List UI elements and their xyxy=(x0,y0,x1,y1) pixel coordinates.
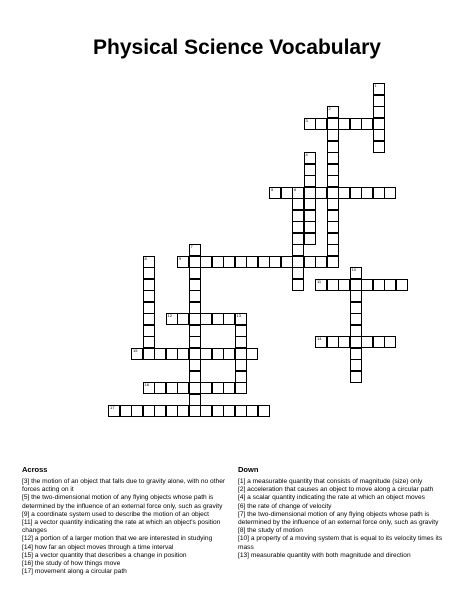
crossword-cell[interactable] xyxy=(361,118,373,130)
crossword-cell[interactable] xyxy=(108,405,120,417)
crossword-cell[interactable] xyxy=(292,233,304,245)
crossword-cell[interactable] xyxy=(166,348,178,360)
down-clues xyxy=(238,465,458,560)
across-clue-5: [5] the two-dimensional motion of any flying objects whose path is determined by the influence of an external force only, such as gravity xyxy=(22,494,223,510)
crossword-cell[interactable] xyxy=(396,279,408,291)
across-clue-9: [9] a coordinate system used to describe the motion of an object xyxy=(22,510,209,518)
crossword-cell[interactable] xyxy=(373,83,385,95)
crossword-cell[interactable] xyxy=(235,256,247,268)
crossword-cell[interactable] xyxy=(223,256,235,268)
crossword-cell[interactable] xyxy=(223,382,235,394)
crossword-cell[interactable] xyxy=(166,382,178,394)
crossword-cell[interactable] xyxy=(361,336,373,348)
across-clue-15: [15] a vector quantity that describes a change in position xyxy=(22,551,187,559)
crossword-cell[interactable] xyxy=(350,279,362,291)
crossword-cell[interactable] xyxy=(373,129,385,141)
across-heading: Across xyxy=(22,465,48,474)
crossword-cell[interactable] xyxy=(350,371,362,383)
clue-number: 15 xyxy=(133,347,138,353)
crossword-cell[interactable] xyxy=(223,405,235,417)
crossword-cell[interactable] xyxy=(292,267,304,279)
crossword-cell[interactable] xyxy=(373,141,385,153)
crossword-cell[interactable] xyxy=(315,187,327,199)
across-clue-17: [17] movement along a circular path xyxy=(22,568,127,576)
down-clue-7: [7] the two-dimensional motion of any flying objects whose path is determined by the influence of an external force only, such as gravity xyxy=(238,510,439,527)
crossword-cell[interactable] xyxy=(327,164,339,176)
crossword-cell[interactable] xyxy=(143,313,155,325)
crossword-cell[interactable] xyxy=(200,313,212,325)
down-clue-2: [2] acceleration that causes an object to move along a circular path xyxy=(238,486,434,494)
crossword-cell[interactable] xyxy=(189,382,201,394)
crossword-cell[interactable] xyxy=(212,348,224,360)
crossword-cell[interactable] xyxy=(338,336,350,348)
clue-number: 3 xyxy=(305,117,308,123)
crossword-cell[interactable] xyxy=(350,290,362,302)
crossword-cell[interactable] xyxy=(235,313,247,325)
crossword-cell[interactable] xyxy=(235,359,247,371)
crossword-cell[interactable] xyxy=(350,302,362,314)
across-clue-16: [16] the study of how things move xyxy=(22,560,121,568)
crossword-cell[interactable] xyxy=(212,256,224,268)
crossword-cell[interactable] xyxy=(327,198,339,210)
across-clues xyxy=(22,465,234,576)
crossword-cell[interactable] xyxy=(258,256,270,268)
crossword-cell[interactable] xyxy=(281,256,293,268)
crossword-cell[interactable] xyxy=(212,405,224,417)
crossword-cell[interactable] xyxy=(292,210,304,222)
crossword-cell[interactable] xyxy=(327,244,339,256)
crossword-cell[interactable] xyxy=(189,405,201,417)
crossword-cell[interactable] xyxy=(177,405,189,417)
across-clue-list xyxy=(22,478,234,576)
crossword-cell[interactable] xyxy=(304,187,316,199)
crossword-cell[interactable] xyxy=(143,256,155,268)
clue-number: 5 xyxy=(271,186,274,192)
crossword-cell[interactable] xyxy=(304,221,316,233)
crossword-cell[interactable] xyxy=(246,348,258,360)
crossword-cell[interactable] xyxy=(292,221,304,233)
crossword-cell[interactable] xyxy=(373,106,385,118)
crossword-cell[interactable] xyxy=(304,198,316,210)
crossword-cell[interactable] xyxy=(189,348,201,360)
crossword-cell[interactable] xyxy=(235,371,247,383)
crossword-cell[interactable] xyxy=(235,405,247,417)
crossword-cell[interactable] xyxy=(189,302,201,314)
crossword-cell[interactable] xyxy=(200,382,212,394)
crossword-cell[interactable] xyxy=(327,141,339,153)
crossword-cell[interactable] xyxy=(373,336,385,348)
crossword-cell[interactable] xyxy=(154,382,166,394)
crossword-cell[interactable] xyxy=(315,279,327,291)
crossword-cell[interactable] xyxy=(327,152,339,164)
crossword-cell[interactable] xyxy=(327,210,339,222)
crossword-cell[interactable] xyxy=(292,198,304,210)
crossword-cell[interactable] xyxy=(269,187,281,199)
crossword-cell[interactable] xyxy=(292,279,304,291)
clue-number: 12 xyxy=(167,313,172,318)
crossword-cell[interactable] xyxy=(373,279,385,291)
crossword-cell[interactable] xyxy=(327,221,339,233)
crossword-cell[interactable] xyxy=(166,313,178,325)
crossword-cell[interactable] xyxy=(327,279,339,291)
crossword-cell[interactable] xyxy=(143,405,155,417)
crossword-cell[interactable] xyxy=(246,405,258,417)
crossword-cell[interactable] xyxy=(350,348,362,360)
crossword-cell[interactable] xyxy=(350,359,362,371)
crossword-cell[interactable] xyxy=(189,313,201,325)
crossword-cell[interactable] xyxy=(177,348,189,360)
crossword-cell[interactable] xyxy=(327,118,339,130)
crossword-cell[interactable] xyxy=(304,233,316,245)
down-clue-10: [10] a property of a moving system that is equal to its velocity times its mass xyxy=(238,535,443,551)
crossword-cell[interactable] xyxy=(338,118,350,130)
crossword-cell[interactable] xyxy=(223,313,235,325)
crossword-cell[interactable] xyxy=(120,405,132,417)
down-clue-4: [4] a scalar quantity indicating the rate at which an object moves xyxy=(238,494,425,502)
crossword-cell[interactable] xyxy=(350,187,362,199)
down-heading: Down xyxy=(238,465,259,474)
crossword-cell[interactable] xyxy=(154,348,166,360)
crossword-cell[interactable] xyxy=(327,175,339,187)
crossword-cell[interactable] xyxy=(304,210,316,222)
crossword-cell[interactable] xyxy=(189,279,201,291)
crossword-cell[interactable] xyxy=(235,348,247,360)
crossword-cell[interactable] xyxy=(350,313,362,325)
clue-number: 11 xyxy=(317,278,322,284)
crossword-cell[interactable] xyxy=(212,313,224,325)
crossword-cell[interactable] xyxy=(361,279,373,291)
crossword-cell[interactable] xyxy=(177,382,189,394)
crossword-cell[interactable] xyxy=(235,382,247,394)
crossword-cell[interactable] xyxy=(327,129,339,141)
clue-number: 14 xyxy=(317,336,322,341)
crossword-cell[interactable] xyxy=(154,405,166,417)
clue-number: 2 xyxy=(328,106,331,111)
crossword-cell[interactable] xyxy=(189,267,201,279)
crossword-cell[interactable] xyxy=(373,187,385,199)
crossword-cell[interactable] xyxy=(189,325,201,337)
down-clue-1: [1] a measurable quantity that consists of magnitude (size) only xyxy=(238,478,423,485)
crossword-cell[interactable] xyxy=(304,164,316,176)
clue-number: 16 xyxy=(144,382,149,387)
crossword-cell[interactable] xyxy=(166,405,178,417)
crossword-cell[interactable] xyxy=(292,256,304,268)
clues-section xyxy=(22,465,462,605)
crossword-cell[interactable] xyxy=(258,405,270,417)
crossword-cell[interactable] xyxy=(292,244,304,256)
crossword-cell[interactable] xyxy=(384,336,396,348)
crossword-cell[interactable] xyxy=(304,256,316,268)
crossword-cell[interactable] xyxy=(177,256,189,268)
crossword-cell[interactable] xyxy=(235,325,247,337)
crossword-cell[interactable] xyxy=(246,256,258,268)
crossword-cell[interactable] xyxy=(327,336,339,348)
crossword-cell[interactable] xyxy=(373,95,385,107)
clue-number: 6 xyxy=(294,186,297,192)
crossword-cell[interactable] xyxy=(200,348,212,360)
crossword-cell[interactable] xyxy=(350,267,362,279)
crossword-cell[interactable] xyxy=(350,325,362,337)
crossword-cell[interactable] xyxy=(235,336,247,348)
crossword-cell[interactable] xyxy=(327,106,339,118)
crossword-cell[interactable] xyxy=(361,187,373,199)
crossword-cell[interactable] xyxy=(327,233,339,245)
crossword-cell[interactable] xyxy=(223,348,235,360)
crossword-cell[interactable] xyxy=(131,405,143,417)
crossword-cell[interactable] xyxy=(200,405,212,417)
crossword-cell[interactable] xyxy=(315,336,327,348)
clue-number: 8 xyxy=(144,255,147,261)
clue-number: 4 xyxy=(305,152,308,157)
crossword-cell[interactable] xyxy=(143,302,155,314)
crossword-cell[interactable] xyxy=(143,290,155,302)
crossword-cell[interactable] xyxy=(350,118,362,130)
clue-number: 10 xyxy=(351,267,356,272)
crossword-cell[interactable] xyxy=(189,359,201,371)
crossword-cell[interactable] xyxy=(143,279,155,291)
crossword-cell[interactable] xyxy=(177,313,189,325)
crossword-cell[interactable] xyxy=(189,394,201,406)
crossword-cell[interactable] xyxy=(143,336,155,348)
crossword-cell[interactable] xyxy=(143,325,155,337)
crossword-cell[interactable] xyxy=(304,152,316,164)
crossword-cell[interactable] xyxy=(327,256,339,268)
crossword-cell[interactable] xyxy=(304,118,316,130)
crossword-cell[interactable] xyxy=(327,187,339,199)
puzzle-title: Physical Science Vocabulary xyxy=(93,36,381,59)
clue-number: 1 xyxy=(374,83,377,88)
crossword-cell[interactable] xyxy=(189,290,201,302)
crossword-cell[interactable] xyxy=(269,256,281,268)
clue-number: 17 xyxy=(110,405,115,410)
down-clue-13: [13] measurable quantity with both magnitude and direction xyxy=(238,551,411,559)
crossword-cell[interactable] xyxy=(143,267,155,279)
crossword-cell[interactable] xyxy=(304,175,316,187)
clue-number: 7 xyxy=(190,244,193,249)
crossword-cell[interactable] xyxy=(200,256,212,268)
crossword-cell[interactable] xyxy=(281,187,293,199)
crossword-cell[interactable] xyxy=(292,187,304,199)
crossword-cell[interactable] xyxy=(189,244,201,256)
clue-number: 13 xyxy=(236,313,241,318)
down-clue-6: [6] the rate of change of velocity xyxy=(238,502,332,510)
across-clue-11: [11] a vector quantity indicating the rate at which an object's position changes xyxy=(22,519,221,535)
crossword-cell[interactable] xyxy=(384,187,396,199)
crossword-cell[interactable] xyxy=(315,256,327,268)
down-clue-list xyxy=(238,478,458,560)
crossword-cell[interactable] xyxy=(189,256,201,268)
crossword-cell[interactable] xyxy=(315,118,327,130)
across-clue-3: [3] the motion of an object that falls due to gravity alone, with no other forces acting on it xyxy=(22,478,226,494)
crossword-cell[interactable] xyxy=(338,187,350,199)
crossword-cell[interactable] xyxy=(384,279,396,291)
crossword-cell[interactable] xyxy=(338,279,350,291)
crossword-cell[interactable] xyxy=(189,371,201,383)
clue-number: 9 xyxy=(179,255,182,261)
crossword-cell[interactable] xyxy=(212,382,224,394)
crossword-cell[interactable] xyxy=(131,348,143,360)
crossword-cell[interactable] xyxy=(373,118,385,130)
crossword-cell[interactable] xyxy=(350,336,362,348)
across-clue-14: [14] how far an object moves through a time interval xyxy=(22,543,174,551)
across-clue-12: [12] a portion of a larger motion that we are interested in studying xyxy=(22,535,213,543)
crossword-cell[interactable] xyxy=(143,348,155,360)
down-clue-8: [8] the study of motion xyxy=(238,527,303,535)
crossword-cell[interactable] xyxy=(143,382,155,394)
crossword-cell[interactable] xyxy=(189,336,201,348)
